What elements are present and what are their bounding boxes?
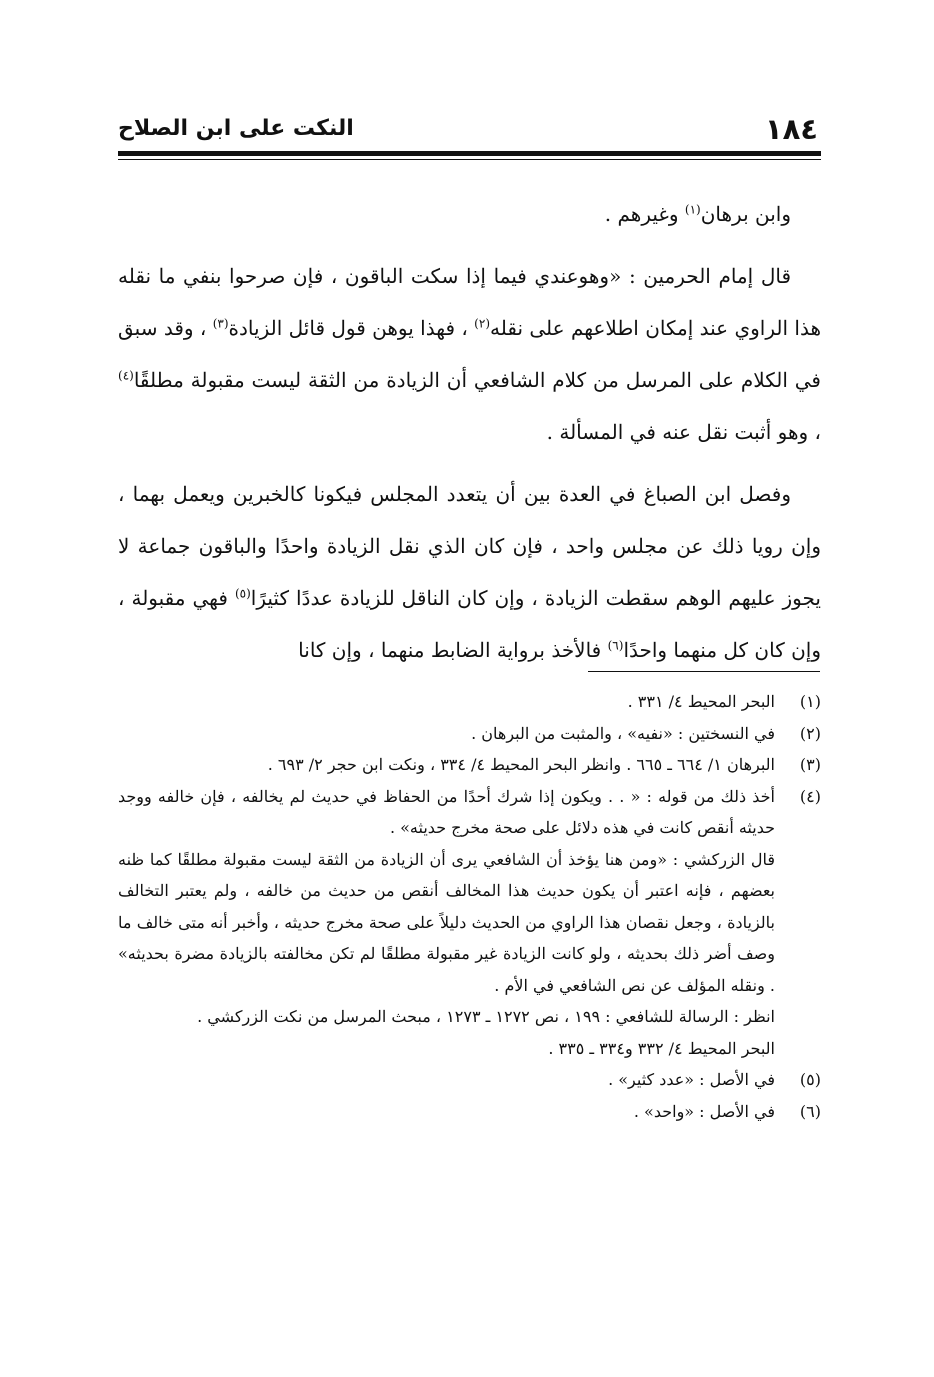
footnotes — [118, 686, 821, 1127]
page-number: ١٨٤ — [764, 112, 818, 146]
paragraph-2-text-d: ، وهو أثبت نقل عنه في المسألة . — [546, 420, 821, 444]
footnote-line: انظر : الرسالة للشافعي : ١٩٩ ، نص ١٢٧٢ ـ ١٢٧٣ ، مبحث المرسل من نكت الزركشي . — [197, 1007, 775, 1026]
footnote-line: في النسختين : «نفيه» ، والمثبت من البرهان . — [471, 723, 775, 743]
footnote-ref-3[interactable]: (٣) — [212, 316, 229, 331]
paragraph-3-text-c: فالأخذ برواية الضابط منهما ، وإن كانا — [298, 638, 608, 662]
footnote-separator — [588, 671, 820, 672]
running-title: النكت على ابن الصلاح — [118, 116, 354, 141]
footnote-2 — [118, 718, 821, 750]
footnote-5 — [118, 1064, 821, 1096]
footnote-number: (٥) — [799, 1070, 821, 1089]
footnote-ref-5[interactable]: (٥) — [234, 586, 251, 601]
header-rule-thick — [118, 151, 821, 156]
footnote-number: (١) — [799, 692, 821, 711]
paragraph-1-text-b: وغيرهم . — [604, 202, 685, 226]
footnote-number: (٢) — [799, 723, 821, 743]
footnote-number: (٦) — [799, 1101, 821, 1121]
footnote-line: في الأصل : «واحد» . — [633, 1101, 775, 1121]
footnote-3 — [118, 749, 821, 781]
footnote-line: في الأصل : «عدد كثير» . — [608, 1070, 775, 1089]
paragraph-2-text-c: ، وقد سبق في الكلام على المرسل من كلام الشافعي أن الزيادة من الثقة ليست مقبولة مطلقًا — [118, 316, 821, 392]
footnote-line: أخذ ذلك من قوله : « . . ويكون إذا شرك أحدًا من الحفاظ في حديث لم يخالفه ، فإن خالفه ووجد حديثه أنقص كانت في هذه دلائل على صحة مخرج حديثه» . — [118, 786, 775, 837]
footnote-ref-6[interactable]: (٦) — [607, 638, 624, 653]
footnote-line: البحر المحيط ٤/ ٣٣٢ و٣٣٤ ـ ٣٣٥ . — [548, 1038, 775, 1058]
header-rule-thin — [118, 159, 821, 160]
paragraph-3-text-b: فهي مقبولة ، وإن كان كل منهما واحدًا — [118, 586, 821, 662]
footnote-number: (٤) — [799, 786, 821, 806]
footnote-6 — [118, 1096, 821, 1128]
paragraph-3-text-a: وفصل ابن الصباغ في العدة بين أن يتعدد المجلس فيكونا كالخبرين ويعمل بهما ، وإن رويا ذلك عن مجلس واحد ، فإن كان الذي نقل الزيادة واحدًا والباقون جماعة لا يجوز عليهم الوهم سقطت الزيادة ، وإن كان الناقل للزيادة عددًا كثيرًا — [118, 482, 821, 610]
paragraph-1 — [118, 188, 821, 240]
paragraph-2-text-b: ، فهذا يوهن قول قائل الزيادة — [228, 316, 475, 340]
footnote-ref-4[interactable]: (٤) — [118, 368, 134, 383]
footnote-line: البرهان ١/ ٦٦٤ ـ ٦٦٥ . وانظر البحر المحيط ٤/ ٣٣٤ ، ونكت ابن حجر ٢/ ٦٩٣ . — [267, 755, 775, 774]
footnote-ref-1[interactable]: (١) — [684, 202, 701, 217]
footnote-4 — [118, 781, 821, 1065]
footnote-number: (٣) — [799, 755, 821, 774]
footnote-1 — [118, 686, 821, 718]
paragraph-2-text-a: قال إمام الحرمين : «وهوعندي فيما إذا سكت الباقون ، فإن صرحوا بنفي ما نقله هذا الراوي عند إمكان اطلاعهم على نقله — [118, 264, 821, 340]
main-text — [118, 188, 821, 686]
footnote-line: البحر المحيط ٤/ ٣٣١ . — [627, 692, 775, 711]
footnote-line: قال الزركشي : «ومن هنا يؤخذ أن الشافعي يرى أن الزيادة من الثقة ليست مقبولة مطلقًا كما ظنه بعضهم ، فإنه اعتبر أن يكون حديث هذا المخالف أنقص من حديث من خالفه ، ولم يعتبر التخالف بالزيادة ، وجعل نقصان هذا الراوي من الحديث دليلاً على صحة مخرج حديثه ، وأخبر أنه متى خالف ما وصف أضر ذلك بحديثه ، ولو كانت الزيادة غير مقبولة مطلقًا لم تكن مخالفته بالزيادة مضرة بحديثه» . ونقله المؤلف عن نص الشافعي في الأم . — [118, 849, 776, 995]
footnote-ref-2[interactable]: (٢) — [474, 316, 490, 331]
paragraph-2 — [118, 250, 821, 458]
paragraph-1-text-a: وابن برهان — [700, 202, 791, 226]
page-header — [118, 112, 820, 152]
paragraph-3 — [118, 468, 821, 676]
